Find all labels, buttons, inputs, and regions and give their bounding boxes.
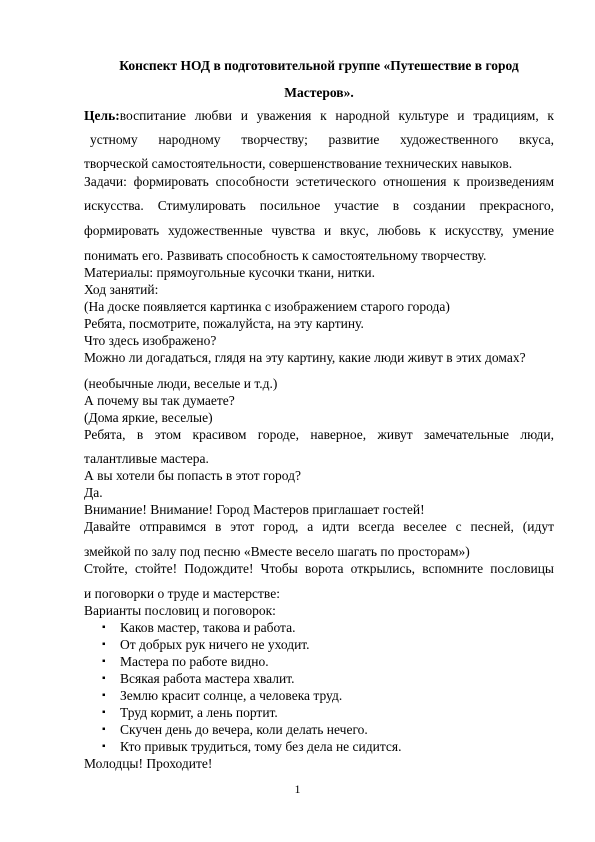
- paragraph-what-depicted: Что здесь изображено?: [84, 333, 217, 348]
- paragraph-why-think: А почему вы так думаете?: [84, 393, 235, 408]
- list-item: Каков мастер, такова и работа.: [120, 620, 296, 635]
- title-line-2: Мастеров».: [284, 85, 354, 100]
- proverbs-heading: Варианты пословиц и поговорок:: [84, 603, 276, 618]
- paragraph-look-picture: Ребята, посмотрите, пожалуйста, на эту картину.: [84, 316, 364, 331]
- materials-line: Материалы: прямоугольные кусочки ткани, нитки.: [84, 265, 376, 280]
- bullet-icon: ▪: [102, 724, 106, 735]
- paragraph-attention: Внимание! Внимание! Город Мастеров приглашает гостей!: [84, 502, 425, 517]
- goal-line-2: устному народному творчеству; развитие художественного вкуса,: [90, 132, 554, 147]
- list-item: От добрых рук ничего не уходит.: [120, 637, 310, 652]
- list-item: Труд кормит, а лень портит.: [120, 705, 278, 720]
- paragraph-song-1: Давайте отправимся в этот город, а идти всегда веселее с песней, (идут: [84, 519, 554, 534]
- list-item: Кто привык трудиться, тому без дела не сидится.: [120, 739, 402, 754]
- paragraph-song-2: змейкой по залу под песню «Вместе весело шагать по просторам»): [84, 544, 470, 559]
- goal-line-1: [84, 107, 554, 124]
- page-number: 1: [294, 782, 301, 796]
- paragraph-houses-bright: (Дома яркие, веселые): [84, 410, 213, 425]
- list-item: Землю красит солнце, а человека труд.: [120, 688, 343, 703]
- bullet-icon: ▪: [102, 673, 106, 684]
- paragraph-yes: Да.: [84, 485, 103, 500]
- paragraph-wonderful-people-1: Ребята, в этом красивом городе, наверное, живут замечательные люди,: [84, 427, 554, 442]
- paragraph-wonderful-people-2: талантливые мастера.: [84, 451, 209, 466]
- tasks-line-2: искусства. Стимулировать посильное участие в создании прекрасного,: [84, 198, 554, 213]
- paragraph-guess-people: Можно ли догадаться, глядя на эту картину, какие люди живут в этих домах?: [84, 350, 526, 365]
- bullet-icon: ▪: [102, 656, 106, 667]
- goal-label: Цель:: [84, 108, 120, 123]
- tasks-line-3: формировать художественные чувства и вкус, любовь к искусству, умение: [84, 223, 554, 238]
- paragraph-stop-2: и поговорки о труде и мастерстве:: [84, 586, 280, 601]
- bullet-icon: ▪: [102, 622, 106, 633]
- paragraph-stop-1: Стойте, стойте! Подождите! Чтобы ворота открылись, вспомните пословицы: [84, 561, 554, 576]
- paragraph-want-visit: А вы хотели бы попасть в этот город?: [84, 468, 301, 483]
- bullet-icon: ▪: [102, 741, 106, 752]
- title-line-1: Конспект НОД в подготовительной группе «Путешествие в город: [119, 58, 519, 73]
- goal-text-1: воспитание любви и уважения к народной культуре и традициям, к: [119, 108, 554, 123]
- bullet-icon: ▪: [102, 707, 106, 718]
- list-item: Мастера по работе видно.: [120, 654, 269, 669]
- tasks-line-1: Задачи: формировать способности эстетического отношения к произведениям: [84, 174, 554, 189]
- closing-line: Молодцы! Проходите!: [84, 756, 213, 771]
- course-heading: Ход занятий:: [84, 282, 159, 297]
- paragraph-unusual-people: (необычные люди, веселые и т.д.): [84, 376, 278, 391]
- tasks-line-4: понимать его. Развивать способность к самостоятельному творчеству.: [84, 248, 487, 263]
- bullet-icon: ▪: [102, 690, 106, 701]
- goal-line-3: творческой самостоятельности, совершенствование технических навыков.: [84, 156, 513, 171]
- paragraph-board-picture: (На доске появляется картинка с изображением старого города): [84, 299, 450, 314]
- list-item: Скучен день до вечера, коли делать нечего.: [120, 722, 368, 737]
- list-item: Всякая работа мастера хвалит.: [120, 671, 295, 686]
- bullet-icon: ▪: [102, 639, 106, 650]
